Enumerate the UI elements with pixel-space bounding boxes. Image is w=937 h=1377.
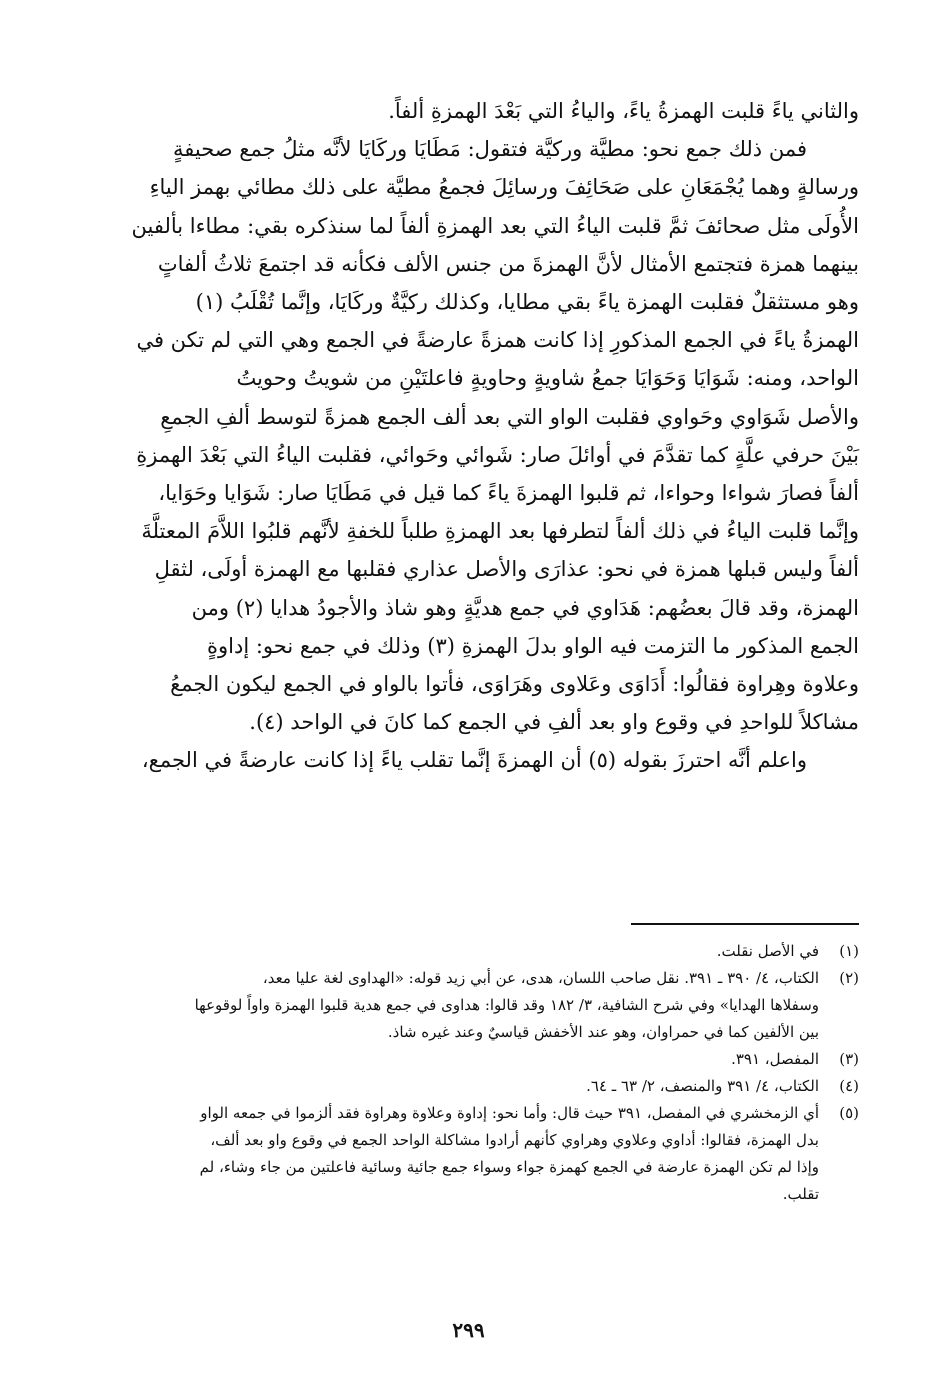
footnote-number: (٣) xyxy=(839,1050,859,1068)
footnote-number: (١) xyxy=(839,942,859,960)
footnotes xyxy=(78,938,859,1208)
footnote-line: أي الزمخشري في المفصل، ٣٩١ حيث قال: وأما نحو: إداوة وعلاوة وهراوة فقد ألزموا في جمعه الواو xyxy=(200,1104,819,1122)
main-text xyxy=(78,92,859,780)
text-line: الواحد، ومنه: شَوَايَا وَحَوَايَا جمعُ شاويةٍ وحاويةٍ فاعلتَيْنِ من شويتُ وحويتُ xyxy=(236,366,859,391)
text-line: واعلم أنَّه احترزَ بقوله (٥) أن الهمزةَ إنَّما تقلب ياءً إذا كانت عارضةً في الجمع، xyxy=(141,748,807,773)
footnote xyxy=(78,1073,859,1100)
footnote-text xyxy=(78,1073,819,1100)
footnote-line: المفصل، ٣٩١. xyxy=(731,1050,819,1068)
text-line: الأُولَى مثل صحائفَ ثمَّ قلبت الياءُ التي بعد الهمزةِ ألفاً لما سنذكره بقي: مطاءا بألفين xyxy=(131,213,859,238)
footnote-text xyxy=(78,938,819,965)
footnote-number: (٥) xyxy=(839,1104,859,1122)
footnote-line: وسفلاها الهدايا» وفي شرح الشافية، ٣/ ١٨٢ وقد قالوا: هداوى في جمع هدية قلبوا الهمزة واواً لوقوعها xyxy=(194,996,819,1014)
footnote xyxy=(78,1100,859,1208)
footnote-line: بين الألفين كما في حمراوان، وهو عند الأخفش قياسيٌ وعند غيره شاذ. xyxy=(387,1023,819,1041)
footnote-line: وإذا لم تكن الهمزة عارضة في الجمع كهمزة جواء وسواء جمع جائية وسائية فاعلتين من جاء وشاء، لم xyxy=(199,1158,819,1176)
text-line: بَيْنَ حرفي علَّةٍ كما تقدَّمَ في أوائلَ صار: شَوائي وحَوائي، فقلبت الياءُ التي بَعْدَ الهمزةِ xyxy=(136,442,859,467)
text-line: ورسالةٍ وهما يُجْمَعَانِ على صَحَائِفَ ورسائِلَ فجمعُ مطيَّة على ذلك مطائي بهمز الياءِ xyxy=(149,175,859,200)
text-line: بينهما همزة فتجتمع الأمثال لأنَّ الهمزةَ من جنس الألف فكأنه قد اجتمعَ ثلاثُ ألفاتٍ xyxy=(157,251,859,276)
footnote-text xyxy=(78,965,819,1046)
page-number: ٢٩٩ xyxy=(452,1318,485,1342)
text-line: وهو مستثقلٌ فقلبت الهمزة ياءً بقي مطايا، وكذلك ركيَّةٌ وركَايَا، وإنَّما تُقْلَبُ (١) xyxy=(195,290,859,315)
text-line: فمن ذلك جمع نحو: مطيَّة وركيَّة فتقول: مَطَايَا وركَايَا لأنَّه مثلُ جمع صحيفةٍ xyxy=(173,137,807,162)
text-line: والثاني ياءً قلبت الهمزةُ ياءً، والياءُ التي بَعْدَ الهمزةِ ألفاً. xyxy=(388,99,859,123)
footnote-number: (٢) xyxy=(839,969,859,987)
footnote-separator xyxy=(631,923,859,925)
footnote xyxy=(78,938,859,965)
footnote-line: الكتاب، ٤/ ٣٩١ والمنصف، ٢/ ٦٣ ـ ٦٤. xyxy=(586,1077,819,1095)
footnote-text xyxy=(78,1100,819,1208)
footnote-line: تقلب. xyxy=(782,1185,819,1203)
text-line: وعلاوة وهِراوة فقالُوا: أَدَاوَى وعَلاوى وهَرَاوَى، فأتوا بالواو في الجمع ليكون الجمعُ xyxy=(170,672,859,697)
footnote xyxy=(78,965,859,1046)
text-line: الهمزةُ ياءً في الجمع المذكورِ إذا كانت همزةً عارضةً في الجمع وهي التي لم تكن في xyxy=(136,328,859,353)
text-line: ألفاً فصارَ شواءا وحواءا، ثم قلبوا الهمزةَ ياءً كما قيل في مَطَايَا صار: شَوَايا وحَوَايا، xyxy=(158,481,859,506)
footnote-text xyxy=(78,1046,819,1073)
footnote-number: (٤) xyxy=(839,1077,859,1095)
footnote-line: بدل الهمزة، فقالوا: أداوي وعلاوي وهراوي كأنهم أرادوا مشاكلة الواحد الجمع في وقوع واو بعد ألف، xyxy=(210,1131,819,1149)
footnote xyxy=(78,1046,859,1073)
text-line: الهمزة، وقد قالَ بعضُهم: هَدَاوي في جمع هديَّةٍ وهو شاذ والأجودُ هدايا (٢) ومن xyxy=(191,595,859,620)
text-line: وإنَّما قلبت الياءُ في ذلك ألفاً لتطرفها بعد الهمزةِ طلباً للخفةِ لأنَّهم قلبُوا اللاَّمَ المعتلَّةَ xyxy=(141,519,859,544)
text-line: مشاكلاً للواحدِ في وقوع واو بعد ألفِ في الجمع كما كانَ في الواحد (٤). xyxy=(249,710,859,735)
text-line: والأصل شَوَاوي وحَواوي فقلبت الواو التي بعد ألف الجمع همزةً لتوسط ألفِ الجمعِ xyxy=(160,404,859,429)
text-line: الجمع المذكور ما التزمت فيه الواو بدلَ الهمزةِ (٣) وذلك في جمع نحو: إداوةٍ xyxy=(207,633,859,658)
footnote-line: الكتاب، ٤/ ٣٩٠ ـ ٣٩١. نقل صاحب اللسان، هدى، عن أبي زيد قوله: «الهداوى لغة عليا معد، xyxy=(262,969,819,987)
text-line: ألفاً وليس قبلها همزة في نحو: عذارَى والأصل عذاري فقلبها مع الهمزة أولَى، لثقلِ xyxy=(154,557,859,582)
footnote-line: في الأصل نقلت. xyxy=(716,942,819,960)
